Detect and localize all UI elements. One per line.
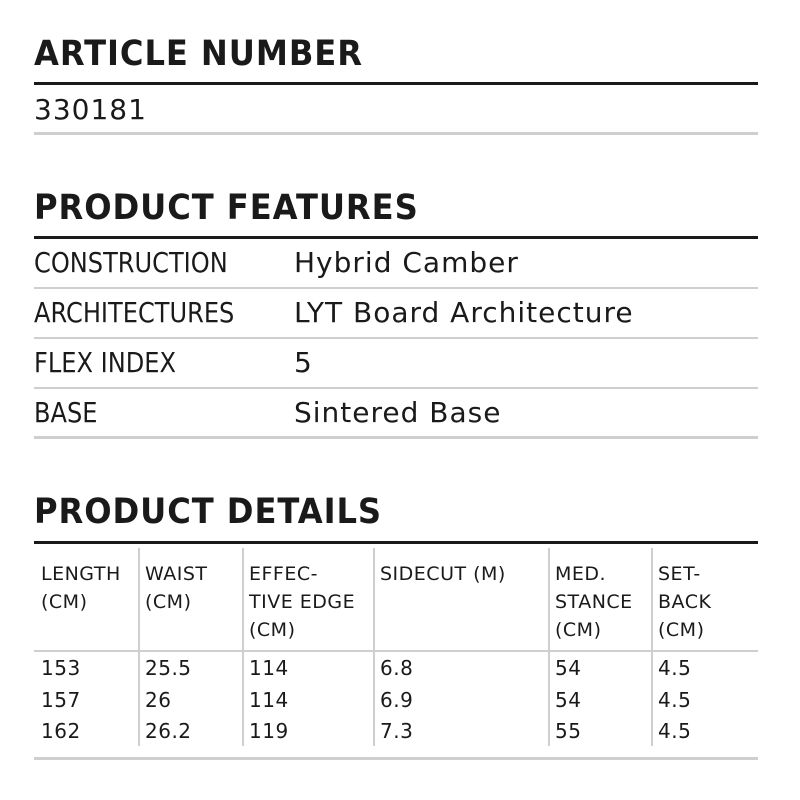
feature-row-flex-index xyxy=(34,338,758,388)
feature-label: ARCHITECTURES xyxy=(34,296,235,329)
table-cell: 6.8 xyxy=(380,656,414,680)
column-setback xyxy=(651,548,758,746)
article-number-heading: ARTICLE NUMBER xyxy=(34,34,363,74)
column-waist xyxy=(138,548,242,746)
feature-value: 5 xyxy=(294,346,313,379)
table-cell: 114 xyxy=(249,656,289,680)
table-cell: 4.5 xyxy=(658,656,692,680)
product-features-heading: PRODUCT FEATURES xyxy=(34,188,419,228)
article-bottom-rule xyxy=(34,132,758,135)
table-cell: 6.9 xyxy=(380,688,414,712)
article-heading-rule xyxy=(34,82,758,85)
column-divider xyxy=(651,548,653,746)
column-divider xyxy=(373,548,375,746)
table-cell: 25.5 xyxy=(145,656,192,680)
column-effective-edge xyxy=(242,548,373,746)
table-cell: 157 xyxy=(41,688,81,712)
table-cell: 26.2 xyxy=(145,719,192,743)
table-cell: 7.3 xyxy=(380,719,414,743)
table-cell: 55 xyxy=(555,719,582,743)
feature-row-architectures xyxy=(34,288,758,338)
column-header: EFFEC- TIVE EDGE (CM) xyxy=(249,563,356,641)
column-divider xyxy=(138,548,140,746)
table-cell: 54 xyxy=(555,656,582,680)
table-cell: 26 xyxy=(145,688,172,712)
details-table xyxy=(34,548,758,746)
column-header: MED. STANCE (CM) xyxy=(555,563,633,641)
feature-label: CONSTRUCTION xyxy=(34,246,228,279)
column-divider xyxy=(242,548,244,746)
details-heading-rule xyxy=(34,541,758,544)
column-header: SIDECUT (M) xyxy=(380,563,506,585)
table-cell: 162 xyxy=(41,719,81,743)
table-cell: 119 xyxy=(249,719,289,743)
feature-row-base xyxy=(34,388,758,438)
feature-row-construction xyxy=(34,238,758,288)
feature-value: Hybrid Camber xyxy=(294,246,519,279)
column-length xyxy=(34,548,138,746)
column-header: LENGTH (CM) xyxy=(41,563,121,613)
article-number-value: 330181 xyxy=(34,93,147,126)
header-row-divider xyxy=(34,650,758,652)
column-header: WAIST (CM) xyxy=(145,563,208,613)
table-cell: 114 xyxy=(249,688,289,712)
table-cell: 153 xyxy=(41,656,81,680)
features-bottom-rule xyxy=(34,436,758,439)
column-med-stance xyxy=(548,548,651,746)
feature-value: Sintered Base xyxy=(294,396,502,429)
feature-value: LYT Board Architecture xyxy=(294,296,634,329)
table-cell: 54 xyxy=(555,688,582,712)
column-header: SET- BACK (CM) xyxy=(658,563,712,641)
table-cell: 4.5 xyxy=(658,688,692,712)
table-cell: 4.5 xyxy=(658,719,692,743)
details-bottom-rule xyxy=(34,757,758,760)
feature-label: BASE xyxy=(34,396,98,429)
product-details-heading: PRODUCT DETAILS xyxy=(34,492,383,532)
column-sidecut xyxy=(373,548,548,746)
column-divider xyxy=(548,548,550,746)
feature-label: FLEX INDEX xyxy=(34,346,177,379)
